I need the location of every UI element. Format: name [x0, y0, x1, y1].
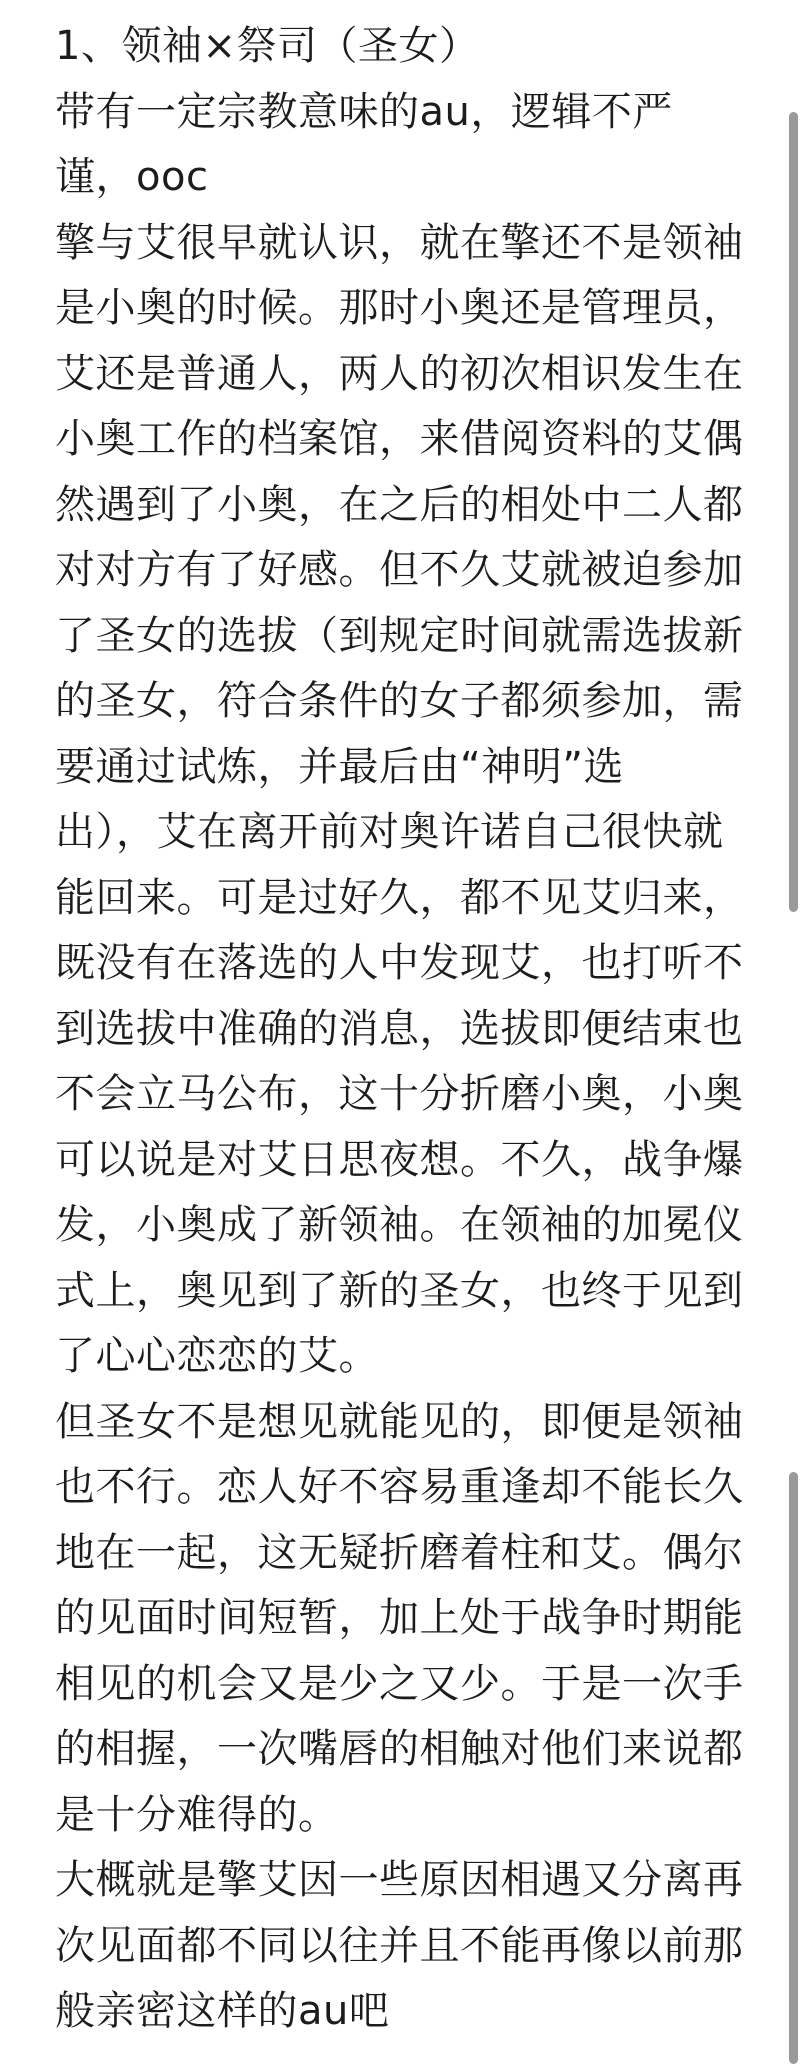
- text-line: 谨，ooc: [55, 154, 209, 200]
- scrollbar[interactable]: [786, 0, 800, 2064]
- text-line: 般亲密这样的au吧: [55, 1988, 390, 2034]
- text-line: 出），艾在离开前对奥许诺自己很快就: [55, 809, 724, 855]
- text-line: 要通过试炼，并最后由“神明”选: [55, 743, 624, 790]
- text-line: 然遇到了小奥，在之后的相处中二人都: [55, 481, 744, 528]
- text-line: 小奥工作的档案馆，来借阅资料的艾偶: [55, 416, 744, 462]
- text-line-title: 1、领袖×祭司（圣女）: [55, 23, 480, 69]
- text-line: 地在一起，这无疑折磨着柱和艾。偶尔: [55, 1529, 744, 1576]
- text-line: 的相握，一次嘴唇的相触对他们来说都: [55, 1726, 744, 1772]
- text-line: 既没有在落选的人中发现艾，也打听不: [55, 940, 744, 986]
- text-line: 不会立马公布，这十分折磨小奥，小奥: [55, 1071, 744, 1117]
- text-line: 对对方有了好感。但不久艾就被迫参加: [55, 547, 744, 593]
- text-line: 是十分难得的。: [55, 1791, 339, 1838]
- text-line: 相见的机会又是少之又少。于是一次手: [55, 1660, 744, 1707]
- text-line: 式上，奥见到了新的圣女，也终于见到: [55, 1267, 744, 1314]
- text-line: 大概就是擎艾因一些原因相遇又分离再: [55, 1857, 744, 1903]
- text-line: 艾还是普通人，两人的初次相识发生在: [55, 350, 744, 397]
- text-line: 次见面都不同以往并且不能再像以前那: [55, 1922, 744, 1969]
- text-line: 但圣女不是想见就能见的，即便是领袖: [55, 1398, 744, 1445]
- text-line: 可以说是对艾日思夜想。不久，战争爆: [55, 1136, 744, 1183]
- text-line: 擎与艾很早就认识，就在擎还不是领袖: [55, 219, 744, 266]
- scrollbar-thumb[interactable]: [789, 112, 798, 912]
- text-line: 了心心恋恋的艾。: [55, 1333, 379, 1379]
- text-line: 的见面时间短暂，加上处于战争时期能: [55, 1595, 744, 1641]
- document-body: [55, 14, 755, 2045]
- text-line: 了圣女的选拔（到规定时间就需选拔新: [55, 612, 744, 659]
- text-line: 带有一定宗教意味的au，逻辑不严: [55, 88, 673, 135]
- text-line: 也不行。恋人好不容易重逢却不能长久: [55, 1464, 744, 1510]
- text-line: 发，小奥成了新领袖。在领袖的加冕仪: [55, 1202, 744, 1248]
- text-line: 的圣女，符合条件的女子都须参加，需: [55, 678, 744, 724]
- text-line: 能回来。可是过好久，都不见艾归来，: [55, 874, 744, 921]
- text-line: 到选拔中准确的消息，选拔即便结束也: [55, 1005, 744, 1052]
- scrollbar-thumb[interactable]: [789, 1472, 798, 2064]
- text-line: 是小奥的时候。那时小奥还是管理员，: [55, 285, 744, 331]
